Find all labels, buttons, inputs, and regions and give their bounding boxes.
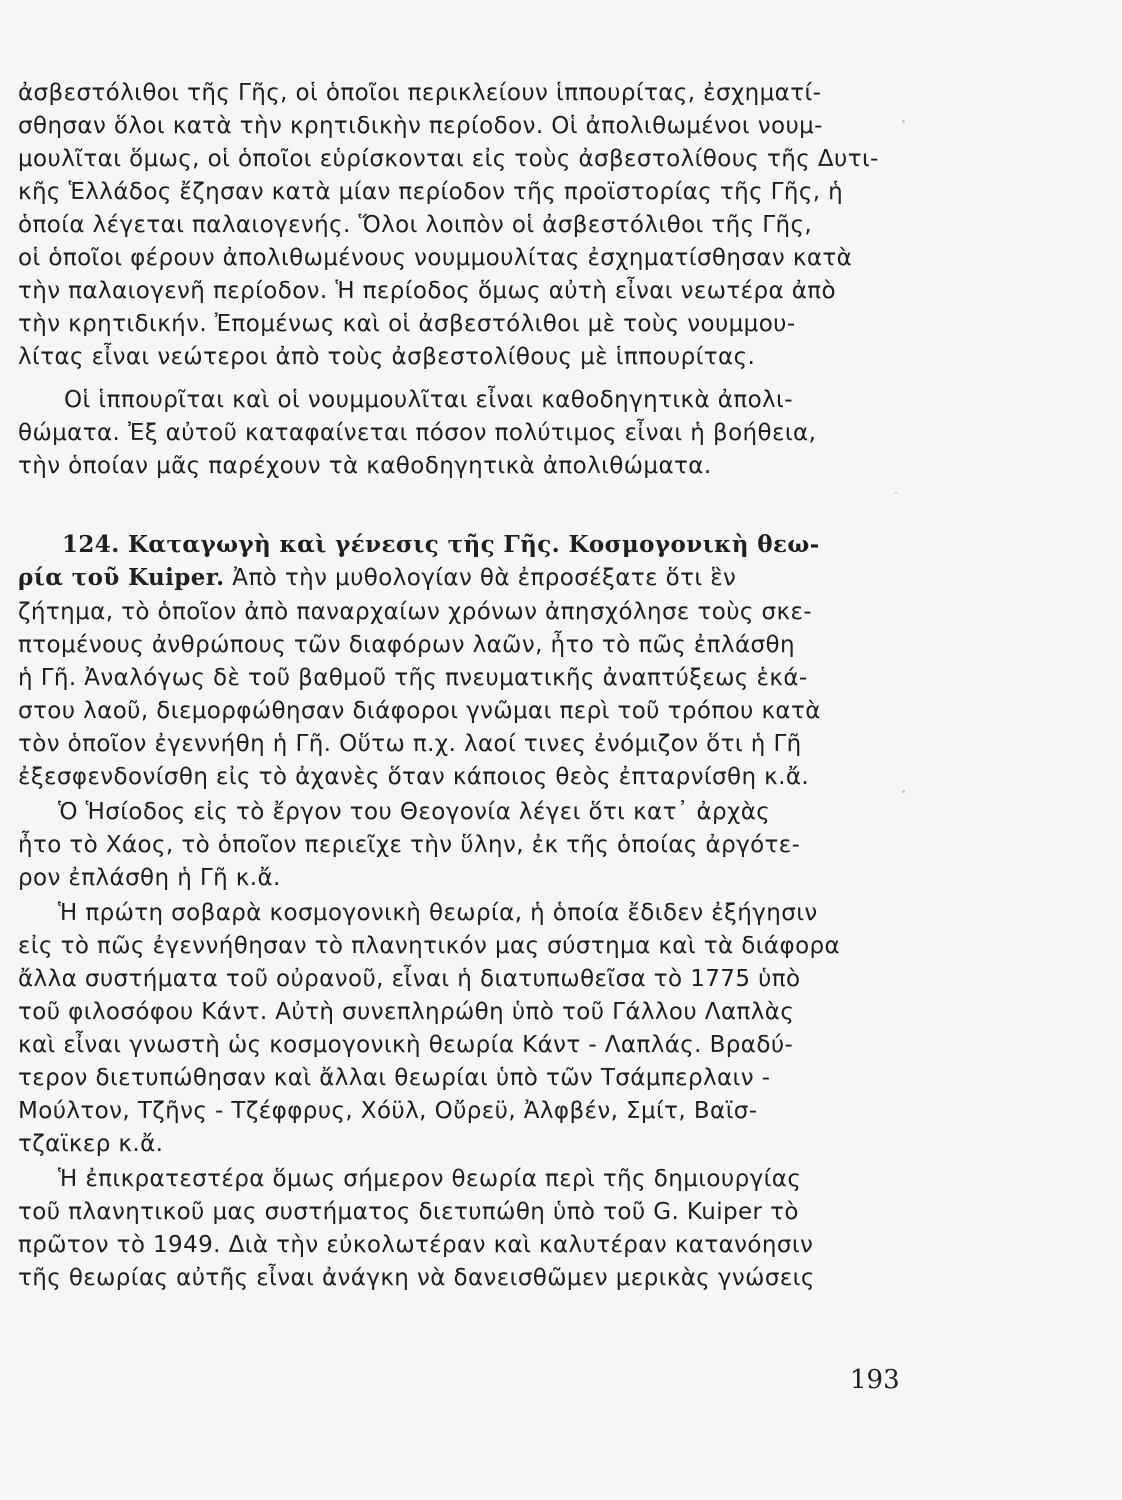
text-line: ἀσβεστόλιθοι τῆς Γῆς, οἱ ὁποῖοι περικλείουν ἱππουρίτας, ἐσχηματί- bbox=[18, 80, 822, 106]
text-line: Ὁ Ἡσίοδος εἰς τὸ ἔργον του Θεογονία λέγει ὅτι κατ᾽ ἀρχὰς bbox=[58, 799, 771, 825]
text-line: Οἱ ἱππουρῖται καὶ οἱ νουμμουλῖται εἶναι καθοδηγητικὰ ἀπολι- bbox=[64, 387, 793, 413]
scan-speck bbox=[895, 492, 897, 494]
section-heading-rest: Ἀπὸ τὴν μυθολογίαν θὰ ἐπροσέξατε ὅτι ἓν bbox=[224, 565, 737, 591]
section-heading-bold: ρία τοῦ Kuiper. bbox=[18, 564, 225, 591]
text-line: εἰς τὸ πῶς ἐγεννήθησαν τὸ πλανητικόν μας σύστημα καὶ τὰ διάφορα bbox=[18, 933, 841, 959]
text-line: πτομένους ἀνθρώπους τῶν διαφόρων λαῶν, ἦτο τὸ πῶς ἐπλάσθη bbox=[18, 632, 795, 658]
text-line: τζαϊκερ κ.ἄ. bbox=[18, 1131, 164, 1157]
text-line: τὴν παλαιογενῆ περίοδον. Ἡ περίοδος ὅμως αὐτὴ εἶναι νεωτέρα ἀπὸ bbox=[18, 278, 837, 304]
text-line: μουλῖται ὅμως, οἱ ὁποῖοι εὑρίσκονται εἰς τοὺς ἀσβεστολίθους τῆς Δυτι- bbox=[18, 146, 879, 172]
text-line: ζήτημα, τὸ ὁποῖον ἀπὸ παναρχαίων χρόνων ἀπησχόλησε τοὺς σκε- bbox=[18, 599, 812, 625]
text-line: σθησαν ὅλοι κατὰ τὴν κρητιδικὴν περίοδον. Οἱ ἀπολιθωμένοι νουμ- bbox=[18, 113, 823, 139]
text-line: ἄλλα συστήματα τοῦ οὐρανοῦ, εἶναι ἡ διατυπωθεῖσα τὸ 1775 ὑπὸ bbox=[18, 966, 801, 992]
text-line: τοῦ φιλοσόφου Κάντ. Αὐτὴ συνεπληρώθη ὑπὸ τοῦ Γάλλου Λαπλὰς bbox=[18, 999, 795, 1025]
text-line: θώματα. Ἐξ αὐτοῦ καταφαίνεται πόσον πολύτιμος εἶναι ἡ βοήθεια, bbox=[18, 420, 817, 446]
text-line: πρῶτον τὸ 1949. Διὰ τὴν εὐκολωτέραν καὶ καλυτέραν κατανόησιν bbox=[18, 1232, 814, 1258]
text-line: Ἡ ἐπικρατεστέρα ὅμως σήμερον θεωρία περὶ τῆς δημιουργίας bbox=[58, 1166, 802, 1192]
text-line: ὁποία λέγεται παλαιογενής. Ὅλοι λοιπὸν οἱ ἀσβεστόλιθοι τῆς Γῆς, bbox=[18, 212, 813, 238]
text-line: ἦτο τὸ Χάος, τὸ ὁποῖον περιεῖχε τὴν ὕλην, ἐκ τῆς ὁποίας ἀργότε- bbox=[18, 832, 801, 858]
text-line: οἱ ὁποῖοι φέρουν ἀπολιθωμένους νουμμουλίτας ἐσχηματίσθησαν κατὰ bbox=[18, 245, 853, 271]
text-line: τὸν ὁποῖον ἐγεννήθη ἡ Γῆ. Οὕτω π.χ. λαοί τινες ἐνόμιζον ὅτι ἡ Γῆ bbox=[18, 731, 802, 757]
text-line: ἐξεσφενδονίσθη εἰς τὸ ἀχανὲς ὅταν κάποιος θεὸς ἐπταρνίσθη κ.ἄ. bbox=[18, 764, 810, 790]
section-heading: 124. Καταγωγὴ καὶ γένεσις τῆς Γῆς. Κοσμογονικὴ θεω- bbox=[62, 531, 820, 558]
scan-speck bbox=[902, 120, 905, 123]
text-line: στου λαοῦ, διεμορφώθησαν διάφοροι γνῶμαι περὶ τοῦ τρόπου κατὰ bbox=[18, 698, 821, 724]
text-line: τὴν κρητιδικήν. Ἐπομένως καὶ οἱ ἀσβεστόλιθοι μὲ τοὺς νουμμου- bbox=[18, 311, 796, 337]
text-line: τὴν ὁποίαν μᾶς παρέχουν τὰ καθοδηγητικὰ ἀπολιθώματα. bbox=[18, 453, 712, 479]
text-line: Μούλτον, Τζῆνς - Τζέφφρυς, Χόϋλ, Οὔρεϋ, Ἀλφβέν, Σμίτ, Βαϊσ- bbox=[18, 1098, 758, 1124]
text-line: τῆς θεωρίας αὐτῆς εἶναι ἀνάγκη νὰ δανεισθῶμεν μερικὰς γνώσεις bbox=[18, 1265, 815, 1291]
text-line: Ἡ πρώτη σοβαρὰ κοσμογονικὴ θεωρία, ἡ ὁποία ἔδιδεν ἐξήγησιν bbox=[58, 900, 818, 926]
scan-speck bbox=[902, 790, 905, 793]
section-heading-continuation bbox=[18, 563, 736, 593]
text-line: ρον ἐπλάσθη ἡ Γῆ κ.ἄ. bbox=[18, 865, 281, 891]
text-line: τερον διετυπώθησαν καὶ ἄλλαι θεωρίαι ὑπὸ τῶν Τσάμπερλαιν - bbox=[18, 1065, 771, 1091]
text-line: κῆς Ἑλλάδος ἔζησαν κατὰ μίαν περίοδον τῆς προϊστορίας τῆς Γῆς, ἡ bbox=[18, 179, 844, 205]
page-number: 193 bbox=[850, 1365, 900, 1395]
text-line: λίτας εἶναι νεώτεροι ἀπὸ τοὺς ἀσβεστολίθους μὲ ἱππουρίτας. bbox=[18, 344, 756, 370]
text-line: ἡ Γῆ. Ἀναλόγως δὲ τοῦ βαθμοῦ τῆς πνευματικῆς ἀναπτύξεως ἑκά- bbox=[18, 665, 808, 691]
text-line: τοῦ πλανητικοῦ μας συστήματος διετυπώθη ὑπὸ τοῦ G. Kuiper τὸ bbox=[18, 1199, 799, 1225]
text-line: καὶ εἶναι γνωστὴ ὡς κοσμογονικὴ θεωρία Κάντ - Λαπλάς. Βραδύ- bbox=[18, 1032, 794, 1058]
